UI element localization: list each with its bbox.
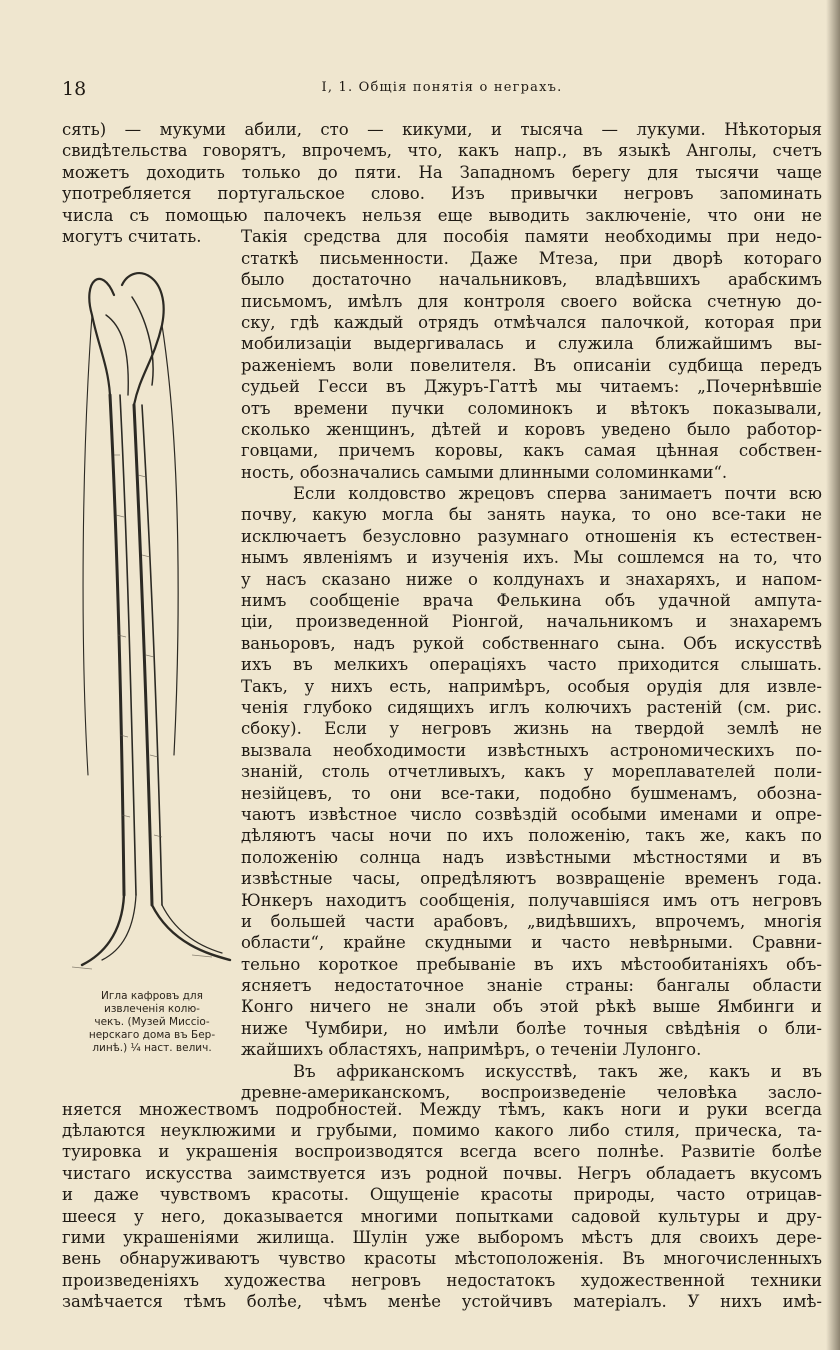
text-line: произведеніяхъ художества негровъ недостатокъ художественной техники: [62, 1270, 822, 1290]
text-line: жайшихъ областяхъ, напримѣръ, о теченіи Лулонго.: [241, 1040, 702, 1060]
needle-tool-drawing: [62, 255, 232, 980]
text-line: дѣлаются неуклюжими и грубыми, помимо какого либо стиля, прическа, та-: [62, 1120, 822, 1140]
text-line: у насъ сказано ниже о колдунахъ и знахаряхъ, и напом-: [241, 569, 822, 589]
text-line: и большей части арабовъ, „видѣвшихъ, впрочемъ, многія: [241, 911, 822, 931]
text-line: шееся у него, доказывается многими попытками садовой культуры и дру-: [62, 1206, 822, 1226]
text-line: статкѣ письменности. Даже Мтеза, при дворѣ котораго: [241, 248, 822, 268]
text-line: мобилизаціи выдергивалась и служила ближайшимъ вы-: [241, 334, 822, 354]
text-line: области“, крайне скудными и часто невѣрными. Сравни-: [241, 933, 822, 953]
text-line: ниже Чумбири, но имѣли болѣе точныя свѣдѣнія о бли-: [241, 1018, 822, 1038]
text-line: дѣляютъ часы ночи по ихъ положенію, такъ же, какъ по: [241, 826, 822, 846]
caption-line: Игла кафровъ для: [101, 990, 203, 1002]
text-line: говцами, причемъ коровы, какъ самая цѣнная собствен-: [241, 441, 822, 461]
text-line: Въ африканскомъ искусствѣ, такъ же, какъ и въ: [293, 1061, 822, 1081]
text-line: числа съ помощью палочекъ нельзя еще выводить заключеніе, что они не: [62, 205, 822, 225]
caption-line: извлеченія колю-: [104, 1003, 200, 1015]
text-line: употребляется португальское слово. Изъ привычки негровъ запоминать: [62, 184, 822, 204]
figure-caption: [62, 990, 242, 1055]
text-line: ваньоровъ, надъ рукой собственнаго сына. Объ искусствѣ: [241, 633, 822, 653]
text-line: раженіемъ воли повелителя. Въ описаніи судбища передъ: [241, 355, 822, 375]
text-line: сколько женщинъ, дѣтей и коровъ уведено было работор-: [241, 419, 822, 439]
text-line: Такъ, у нихъ есть, напримѣръ, особыя орудія для извле-: [241, 676, 822, 696]
text-line: няется множествомъ подробностей. Между тѣмъ, какъ ноги и руки всегда: [62, 1099, 822, 1119]
paragraph-right-column: [241, 226, 822, 1103]
text-line: гими украшеніями жилища. Шулін уже выборомъ мѣстъ для своихъ дере-: [62, 1227, 822, 1247]
text-line: почву, какую могла бы занять наука, то оно все-таки не: [241, 505, 822, 525]
text-line: чистаго искусства заимствуется изъ родной почвы. Негръ обладаетъ вкусомъ: [62, 1163, 822, 1183]
text-line: нымъ явленіямъ и изученія ихъ. Мы сошлемся на то, что: [241, 548, 822, 568]
text-line: ціи, произведенной Ріонгой, начальникомъ и знахаремъ: [241, 612, 822, 632]
page-number: 18: [62, 78, 87, 100]
caption-line: нерскаго дома въ Бер-: [88, 1029, 216, 1041]
text-line: сять) — мукуми абили, сто — кикуми, и тысяча — лукуми. Нѣкоторыя: [62, 120, 822, 139]
text-line: судьей Гесси въ Джуръ-Гаттѣ мы читаемъ: „Почернѣвшіе: [241, 377, 822, 397]
text-line: было достаточно начальниковъ, владѣвшихъ арабскимъ: [241, 270, 822, 290]
text-line: ихъ въ мелкихъ операціяхъ часто приходится слышать.: [241, 655, 822, 675]
text-line: незійцевъ, то они все-таки, подобно бушменамъ, обозна-: [241, 783, 822, 803]
text-line: вень обнаруживаютъ чувство красоты мѣстоположенія. Въ многочисленныхъ: [62, 1249, 822, 1269]
text-line-short: могутъ считать.: [62, 226, 202, 246]
text-line: древне-американскомъ, воспроизведеніе человѣка засло-: [241, 1083, 822, 1103]
text-line: Такія средства для пособія памяти необходимы при недо-: [241, 227, 822, 247]
text-line: письмомъ, имѣлъ для контроля своего войска счетную до-: [241, 291, 822, 311]
text-line: Юнкеръ находитъ сообщенія, получавшіяся имъ отъ негровъ: [241, 890, 822, 910]
figure-illustration: [62, 255, 232, 980]
text-line: свидѣтельства говорятъ, впрочемъ, что, какъ напр., въ языкѣ Анголы, счетъ: [62, 141, 822, 161]
text-line: знаній, столь отчетливыхъ, какъ у мореплавателей поли-: [241, 762, 822, 782]
text-line: Конго ничего не знали объ этой рѣкѣ выше Ямбинги и: [241, 997, 822, 1017]
text-line: извѣстные часы, опредѣляютъ возвращеніе временъ года.: [241, 869, 822, 889]
text-line: положенію солнца надъ извѣстными мѣстностями и въ: [241, 847, 822, 867]
running-title: I, 1. Общія понятія о неграхъ.: [321, 80, 563, 95]
page-edge-shadow: [826, 0, 840, 1350]
caption-line: чекъ. (Музей Миссіо-: [94, 1016, 210, 1028]
text-line: сбоку). Если у негровъ жизнь на твердой землѣ не: [241, 719, 822, 739]
text-line: отъ времени пучки соломинокъ и вѣтокъ показывали,: [241, 398, 822, 418]
text-line: можетъ доходить только до пяти. На Западномъ берегу для тысячи чаще: [62, 162, 822, 182]
text-line: замѣчается тѣмъ болѣе, чѣмъ менѣе устойчивъ матеріалъ. У нихъ имѣ-: [62, 1292, 822, 1312]
page-header: [62, 70, 822, 100]
text-line: Если колдовство жрецовъ сперва занимаетъ почти всю: [293, 484, 822, 504]
text-line: туировка и украшенія воспроизводятся всегда всего полнѣе. Развитіе болѣе: [62, 1142, 822, 1162]
text-line: ску, гдѣ каждый отрядъ отмѣчался палочкой, которая при: [241, 312, 822, 332]
text-line: вызвала необходимости извѣстныхъ астрономическихъ по-: [241, 740, 822, 760]
text-line: нимъ сообщеніе врача Фелькина объ удачной ампута-: [241, 591, 822, 611]
paragraph-bottom: [62, 1099, 822, 1313]
text-line: чаютъ извѣстное число созвѣздій особыми именами и опре-: [241, 804, 822, 824]
text-line: исключаетъ безусловно разумнаго отношенія къ естествен-: [241, 526, 822, 546]
text-line: тельно короткое пребываніе въ ихъ мѣстообитаніяхъ объ-: [241, 954, 822, 974]
caption-line: линѣ.) ¼ наст. велич.: [92, 1042, 212, 1054]
text-line: ясняетъ недостаточное знаніе страны: бангалы области: [241, 976, 822, 996]
text-line: и даже чувствомъ красоты. Ощущеніе красоты природы, часто отрицав-: [62, 1185, 822, 1205]
text-line: ченія глубоко сидящихъ иглъ колючихъ растеній (см. рис.: [241, 697, 822, 717]
text-line: ность, обозначались самыми длинными соломинками“.: [241, 462, 728, 482]
